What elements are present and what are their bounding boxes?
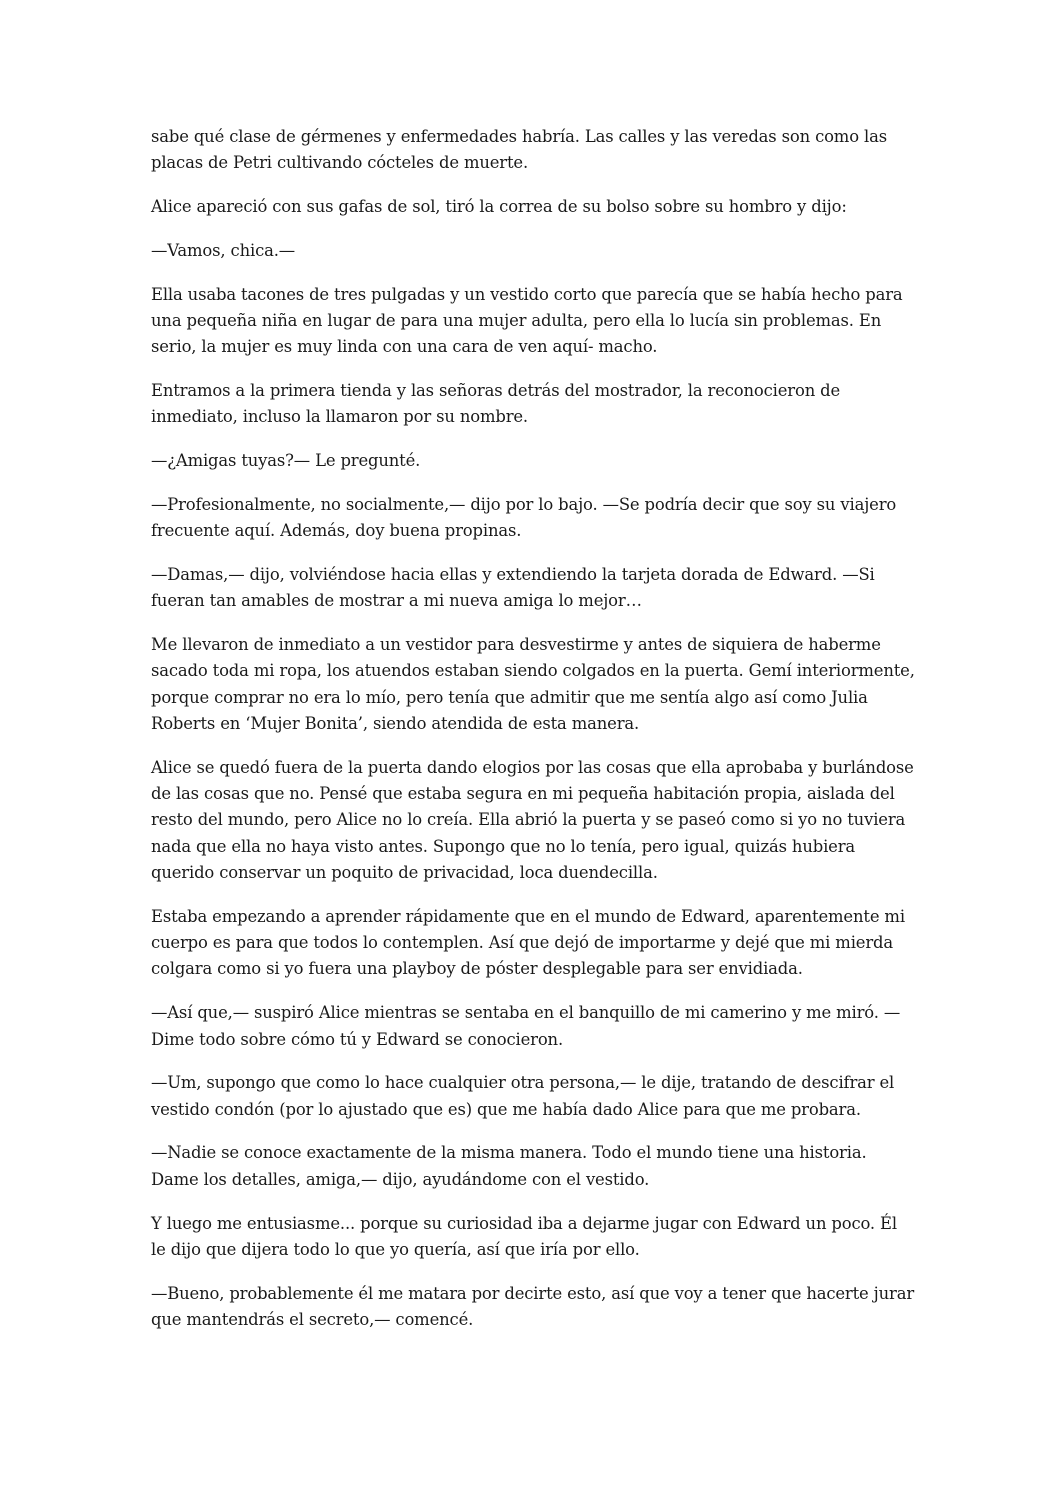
paragraph: Alice se quedó fuera de la puerta dando elogios por las cosas que ella aprobaba y burlándose de las cosas que no. Pensé que estaba segura en mi pequeña habitación propia, aislada del resto del mundo, pero Alice no lo creía. Ella abrió la puerta y se paseó como si yo no tuviera nada que ella no haya visto antes. Supongo que no lo tenía, pero igual, quizás hubiera querido conservar un poquito de privacidad, loca duendecilla. — [151, 757, 914, 883]
paragraph: —Damas,— dijo, volviéndose hacia ellas y extendiendo la tarjeta dorada de Edward. —Si fueran tan amables de mostrar a mi nueva amiga lo mejor… — [151, 565, 875, 611]
paragraph: Me llevaron de inmediato a un vestidor para desvestirme y antes de siquiera de haberme sacado toda mi ropa, los atuendos estaban siendo colgados en la puerta. Gemí interiormente, porque comprar no era lo mío, pero tenía que admitir que me sentía algo así como Julia Roberts en ‘Mujer Bonita’, siendo atendida de esta manera. — [151, 635, 915, 734]
paragraph: —Um, supongo que como lo hace cualquier otra persona,— le dije, tratando de descifrar el vestido condón (por lo ajustado que es) que me había dado Alice para que me probara. — [151, 1073, 895, 1119]
paragraph: —Así que,— suspiró Alice mientras se sentaba en el banquillo de mi camerino y me miró. —Dime todo sobre cómo tú y Edward se conocieron. — [151, 1003, 901, 1049]
paragraph: —Vamos, chica.— — [151, 240, 296, 260]
paragraph: Entramos a la primera tienda y las señoras detrás del mostrador, la reconocieron de inmediato, incluso la llamaron por su nombre. — [151, 381, 841, 427]
paragraph: sabe qué clase de gérmenes y enfermedades habría. Las calles y las veredas son como las placas de Petri cultivando cócteles de muerte. — [151, 127, 887, 173]
paragraph: Alice apareció con sus gafas de sol, tiró la correa de su bolso sobre su hombro y dijo: — [151, 197, 847, 217]
paragraph: —Nadie se conoce exactamente de la misma manera. Todo el mundo tiene una historia. Dame los detalles, amiga,— dijo, ayudándome con el vestido. — [151, 1143, 867, 1189]
paragraph: —Bueno, probablemente él me matara por decirte esto, así que voy a tener que hacerte jurar que mantendrás el secreto,— comencé. — [151, 1283, 914, 1329]
paragraph: Y luego me entusiasme... porque su curiosidad iba a dejarme jugar con Edward un poco. Él le dijo que dijera todo lo que yo quería, así que iría por ello. — [151, 1213, 897, 1259]
paragraph: Estaba empezando a aprender rápidamente que en el mundo de Edward, aparentemente mi cuerpo es para que todos lo contemplen. Así que dejó de importarme y dejé que mi mierda colgara como si yo fuera una playboy de póster desplegable para ser envidiada. — [151, 906, 905, 979]
paragraph: —Profesionalmente, no socialmente,— dijo por lo bajo. —Se podría decir que soy su viajero frecuente aquí. Además, doy buena propinas. — [151, 494, 897, 541]
document-body — [151, 124, 915, 1351]
paragraph: Ella usaba tacones de tres pulgadas y un vestido corto que parecía que se había hecho para una pequeña niña en lugar de para una mujer adulta, pero ella lo lucía sin problemas. En serio, la mujer es muy linda con una cara de ven aquí- macho. — [151, 284, 903, 357]
paragraph: —¿Amigas tuyas?— Le pregunté. — [151, 451, 421, 471]
